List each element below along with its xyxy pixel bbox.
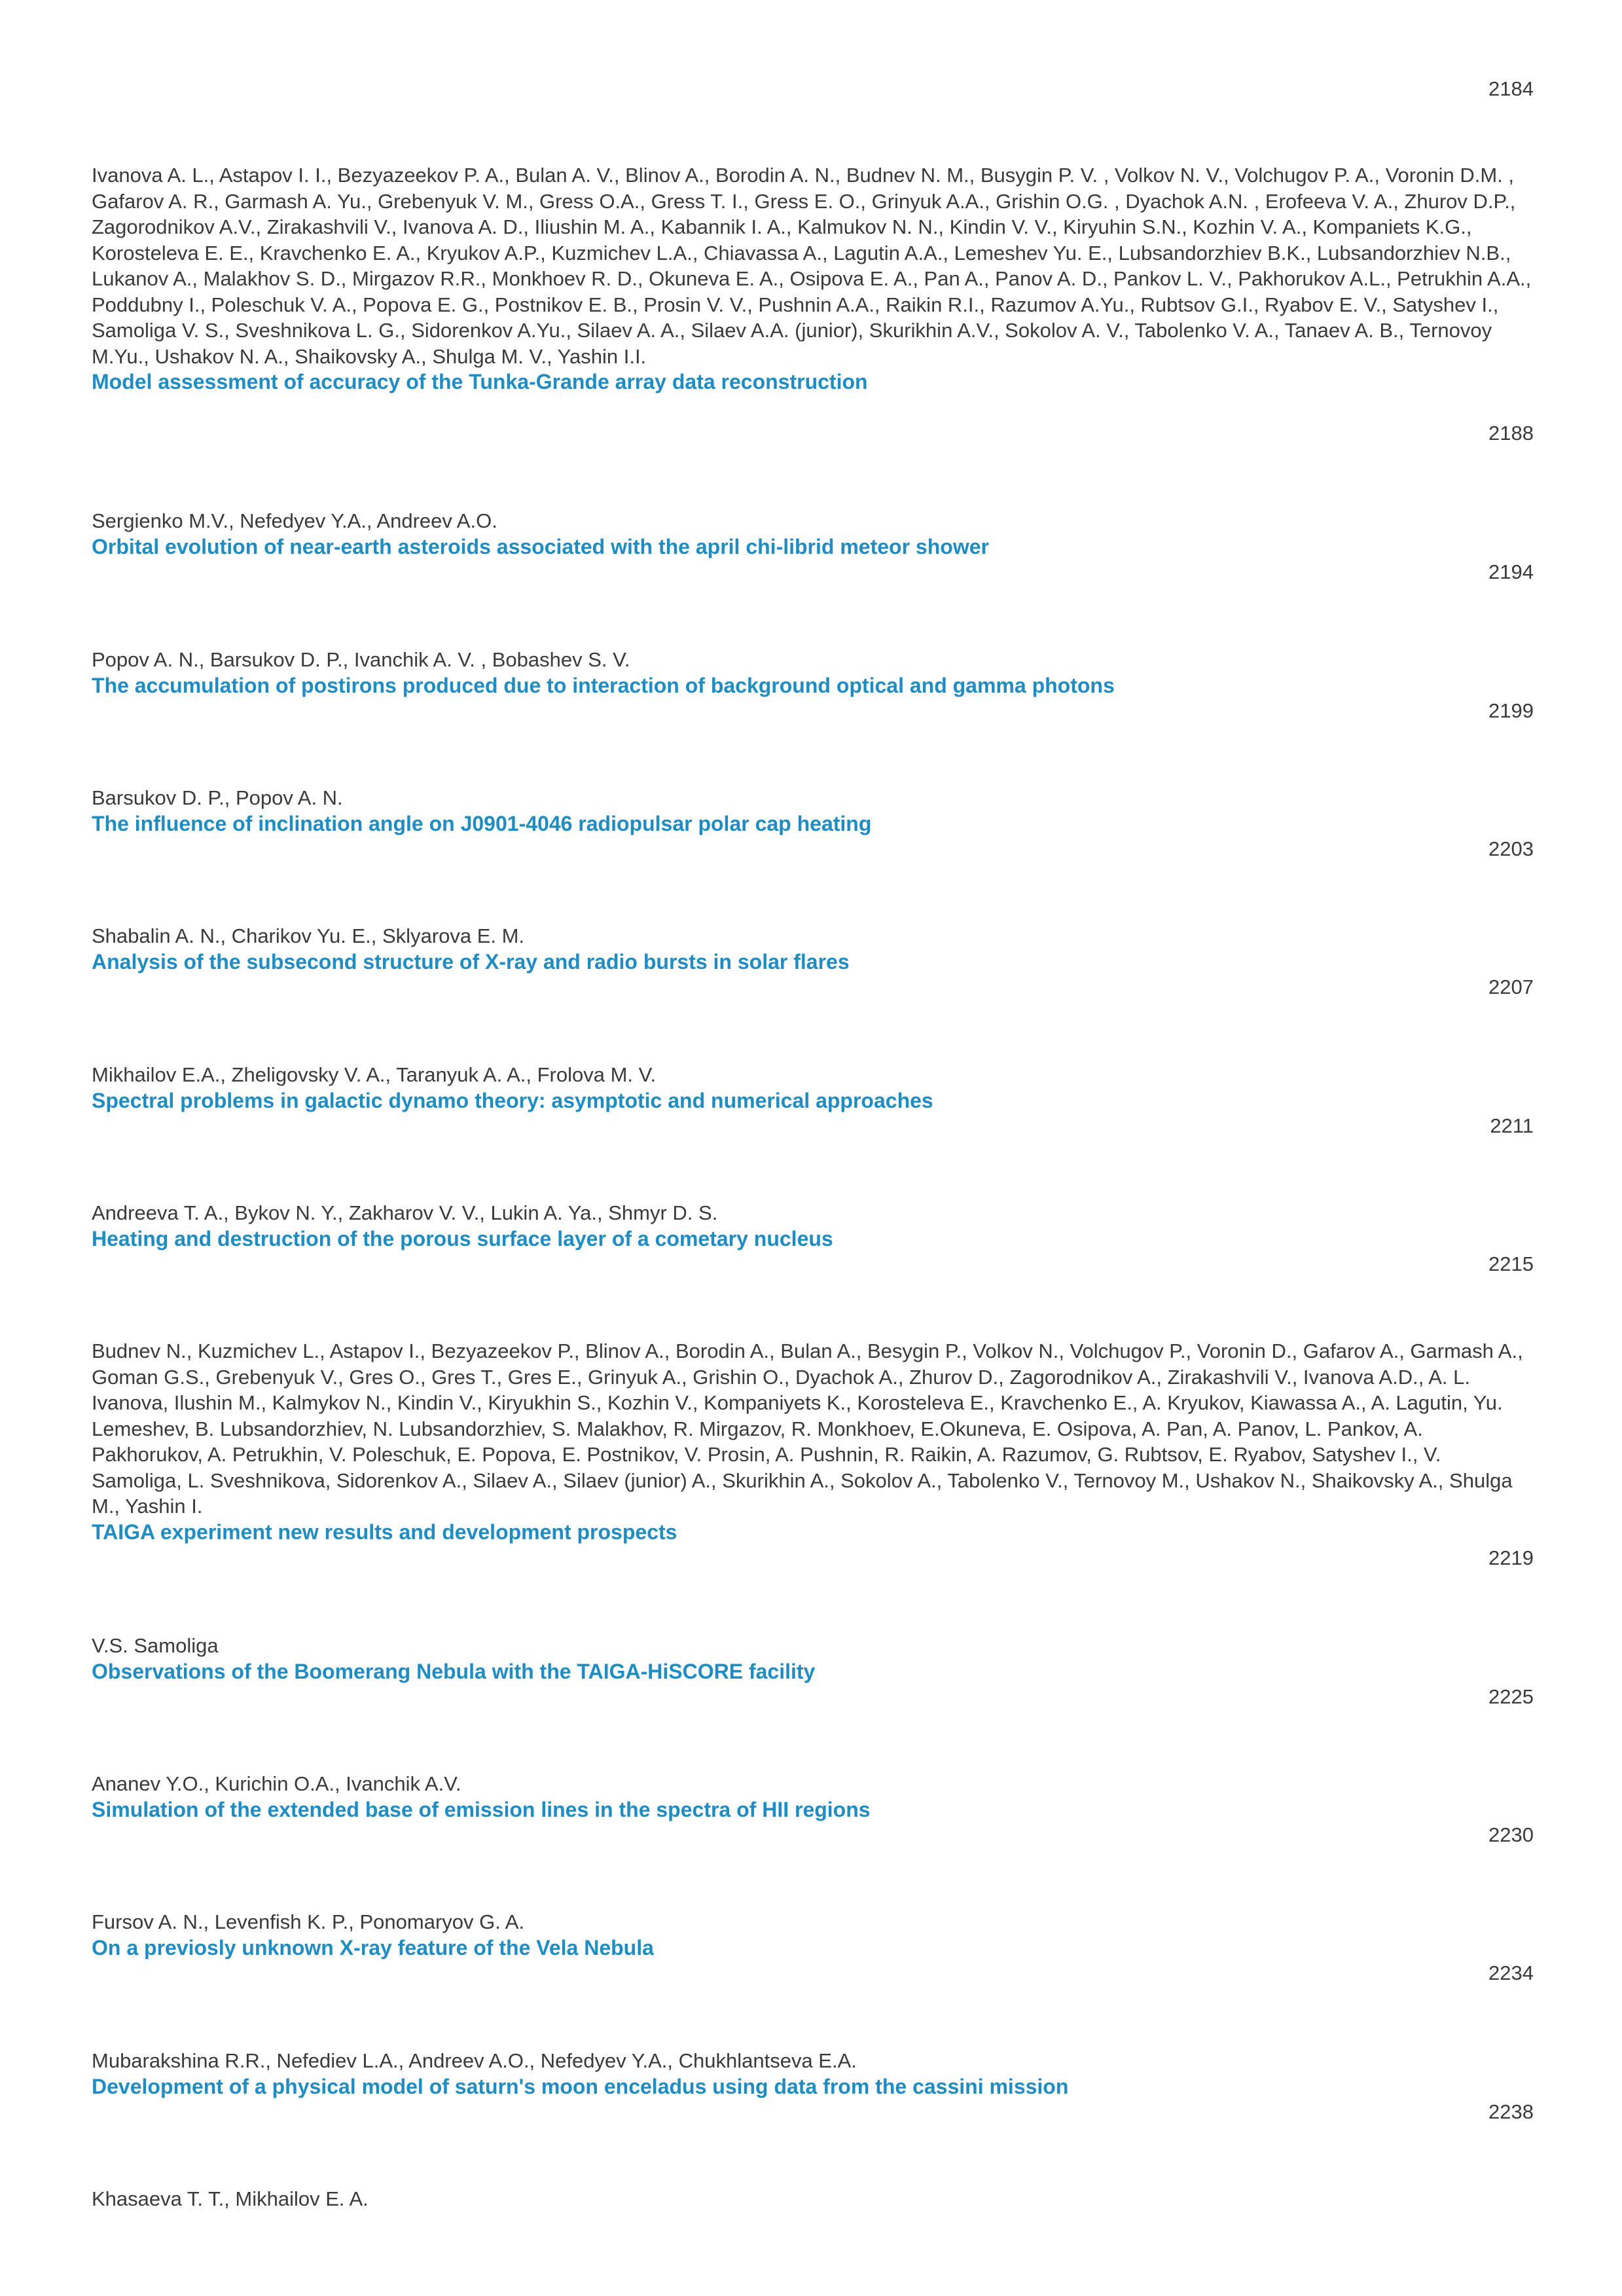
entry-title-link[interactable]: Development of a physical model of saturn's moon enceladus using data from the cassini mission [92, 2074, 1069, 2098]
entry-title-link[interactable]: Analysis of the subsecond structure of X-ray and radio bursts in solar flares [92, 949, 850, 974]
entry-page-number: 2211 [1490, 1114, 1534, 1137]
entry-page-number: 2238 [1488, 2100, 1534, 2123]
toc-entry [92, 647, 1532, 699]
entry-page-number: 2219 [1488, 1546, 1534, 1569]
entry-title-link[interactable]: TAIGA experiment new results and development prospects [92, 1520, 677, 1544]
entry-title-link[interactable]: Simulation of the extended base of emission lines in the spectra of HII regions [92, 1797, 871, 1821]
entry-authors: Popov A. N., Barsukov D. P., Ivanchik A. V. , Bobashev S. V. [92, 648, 630, 671]
entry-authors: Mikhailov E.A., Zheligovsky V. A., Taranyuk A. A., Frolova M. V. [92, 1063, 657, 1086]
toc-entry [92, 1338, 1532, 1545]
entry-title-link[interactable]: On a previosly unknown X-ray feature of the Vela Nebula [92, 1935, 654, 1959]
toc-entry [92, 1200, 1532, 1252]
entry-authors: Ananev Y.O., Kurichin O.A., Ivanchik A.V. [92, 1772, 461, 1795]
entry-title-link[interactable]: Spectral problems in galactic dynamo theory: asymptotic and numerical approaches [92, 1088, 933, 1112]
entry-title-link[interactable]: Observations of the Boomerang Nebula with the TAIGA-HiSCORE facility [92, 1659, 816, 1683]
entry-title-link[interactable]: The influence of inclination angle on J0901-4046 radiopulsar polar cap heating [92, 811, 872, 835]
entry-title-link[interactable]: Orbital evolution of near-earth asteroids associated with the april chi-librid meteor shower [92, 534, 989, 558]
entry-authors: Budnev N., Kuzmichev L., Astapov I., Bezyazeekov P., Blinov A., Borodin A., Bulan A., Besygin P., Volkov N., Volchugov P., Voronin D., Gafarov A., Garmash A., Goman G.S., Grebenyuk V., Gres O., Gres T., Gres E., Grinyuk A., Grishin O., Dyachok A., Zhurov D., Zagorodnikov A., Zirakashvili V., Ivanova A.D., A. L. Ivanova, Ilushin M., Kalmykov N., Kindin V., Kiryukhin S., Kozhin V., Kompaniyets K., Korosteleva E., Kravchenko E., A. Kryukov, Kiawassa A., A. Lagutin, Yu. Lemeshev, B. Lubsandorzhiev, N. Lubsandorzhiev, S. Malakhov, R. Mirgazov, R. Monkhoev, E.Okuneva, E. Osipova, A. Pan, A. Panov, L. Pankov, A. Pakhorukov, A. Petrukhin, V. Poleschuk, E. Popova, E. Postnikov, V. Prosin, A. Pushnin, R. Raikin, A. Razumov, G. Rubtsov, E. Ryabov, Satyshev I., V. Samoliga, L. Sveshnikova, Sidorenkov A., Silaev A., Silaev (junior) A., Skurikhin A., Sokolov A., Tabolenko V., Ternovoy M., Ushakov N., Shaikovsky A., Shulga M., Yashin I. [92, 1339, 1523, 1518]
toc-entry [92, 2048, 1532, 2100]
entry-title-link[interactable]: The accumulation of postirons produced due to interaction of background optical and gamma photons [92, 673, 1115, 697]
toc-entry [92, 1909, 1532, 1961]
toc-entry [92, 1771, 1532, 1823]
entry-authors: Andreeva T. A., Bykov N. Y., Zakharov V. V., Lukin A. Ya., Shmyr D. S. [92, 1201, 718, 1224]
entry-page-number: 2199 [1488, 699, 1534, 722]
page-number: 2184 [1488, 77, 1534, 100]
entry-page-number: 2215 [1488, 1252, 1534, 1275]
toc-entry [92, 1062, 1532, 1114]
toc-entry [92, 508, 1532, 560]
entry-authors: Fursov A. N., Levenfish K. P., Ponomaryov G. A. [92, 1910, 525, 1933]
entry-authors: Shabalin A. N., Charikov Yu. E., Sklyarova E. M. [92, 924, 525, 947]
entry-title-link[interactable]: Model assessment of accuracy of the Tunka-Grande array data reconstruction [92, 370, 868, 393]
entry-title-link[interactable]: Heating and destruction of the porous surface layer of a cometary nucleus [92, 1226, 833, 1250]
toc-entry [92, 2186, 1532, 2212]
entry-page-number: 2234 [1488, 1961, 1534, 1984]
entry-authors: Barsukov D. P., Popov A. N. [92, 786, 343, 809]
entry-page-number: 2188 [1488, 422, 1534, 445]
entry-page-number: 2225 [1488, 1685, 1534, 1708]
entry-page-number: 2203 [1488, 837, 1534, 860]
entry-authors: Mubarakshina R.R., Nefediev L.A., Andreev A.O., Nefedyev Y.A., Chukhlantseva E.A. [92, 2049, 857, 2072]
toc-entry [92, 785, 1532, 837]
entry-authors: Khasaeva T. T., Mikhailov E. A. [92, 2187, 369, 2210]
entry-authors: Sergienko M.V., Nefedyev Y.A., Andreev A.O. [92, 509, 497, 532]
toc-entry [92, 162, 1532, 395]
entry-authors: V.S. Samoliga [92, 1634, 219, 1657]
entry-authors: Ivanova A. L., Astapov I. I., Bezyazeekov P. A., Bulan A. V., Blinov A., Borodin A. N., Budnev N. M., Busygin P. V. , Volkov N. V., Volchugov P. A., Voronin D.M. , Gafarov A. R., Garmash A. Yu., Grebenyuk V. M., Gress O.A., Gress T. I., Gress E. O., Grinyuk A.A., Grishin O.G. , Dyachok A.N. , Erofeeva V. A., Zhurov D.P., Zagorodnikov A.V., Zirakashvili V., Ivanova A. D., Iliushin M. A., Kabannik I. A., Kalmukov N. N., Kindin V. V., Kiryuhin S.N., Kozhin V. A., Kompaniets K.G., Korosteleva E. E., Kravchenko E. A., Kryukov A.P., Kuzmichev L.A., Chiavassa A., Lagutin A.A., Lemeshev Yu. E., Lubsandorzhiev B.K., Lubsandorzhiev N.B., Lukanov A., Malakhov S. D., Mirgazov R.R., Monkhoev R. D., Okuneva E. A., Osipova E. A., Pan A., Panov A. D., Pankov L. V., Pakhorukov A.L., Petrukhin A.A., Poddubny I., Poleschuk V. A., Popova E. G., Postnikov E. B., Prosin V. V., Pushnin A.A., Raikin R.I., Razumov A.Yu., Rubtsov G.I., Ryabov E. V., Satyshev I., Samoliga V. S., Sveshnikova L. G., Sidorenkov A.Yu., Silaev A. A., Silaev A.A. (junior), Skurikhin A.V., Sokolov A. V., Tabolenko V. A., Tanaev A. B., Ternovoy M.Yu., Ushakov N. A., Shaikovsky A., Shulga M. V., Yashin I.I. [92, 164, 1532, 368]
entry-page-number: 2194 [1488, 560, 1534, 583]
toc-entry [92, 1633, 1532, 1685]
entry-page-number: 2207 [1488, 975, 1534, 998]
toc-entry [92, 923, 1532, 975]
entry-page-number: 2230 [1488, 1823, 1534, 1846]
